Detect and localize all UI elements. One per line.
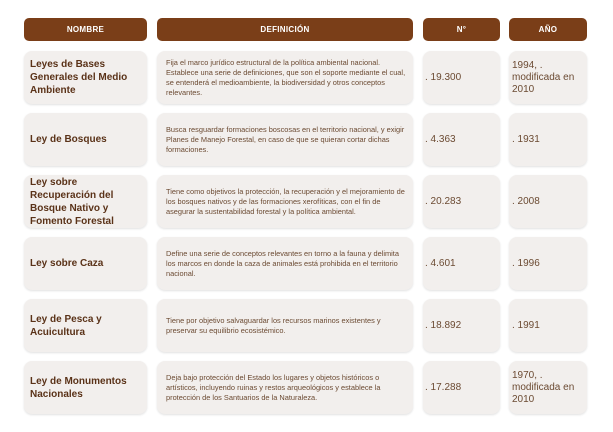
header-numero: N° (423, 18, 500, 41)
law-name: Ley sobre Recuperación del Bosque Nativo y Fomento Forestal (30, 176, 114, 227)
law-definition: Tiene como objetivos la protección, la recuperación y el mejoramiento de los bosques nativos y de las formaciones xerofíticas, con el fin de asegurar la sustentabilidad forestal y la política ambiental. (166, 186, 405, 216)
table-row-definition-cell (157, 237, 413, 290)
law-year: . 1991 (512, 319, 540, 331)
table-row-number-cell (423, 299, 500, 352)
law-name: Ley sobre Caza (30, 258, 104, 269)
table-row-name-cell (24, 237, 147, 290)
law-definition: Define una serie de conceptos relevantes en torno a la fauna y delimita los marcos en donde la caza de animales está prohibida en el territorio nacional. (166, 248, 399, 278)
law-number: . 18.892 (425, 319, 462, 331)
law-year: . 2008 (512, 195, 540, 207)
law-number: . 20.283 (425, 195, 462, 207)
table-row-year-cell (509, 299, 587, 352)
table-row-number-cell (423, 113, 500, 166)
table-row-definition-cell (157, 361, 413, 414)
law-year: . 1996 (512, 257, 540, 269)
law-definition: Fija el marco jurídico estructural de la política ambiental nacional. Establece una serie de definiciones, que son el soporte mediante el cual, se entenderá el medioambiente, la biodiversidad y otros conceptos relevantes. (166, 57, 406, 97)
table-row-definition-cell (157, 299, 413, 352)
law-definition: Busca resguardar formaciones boscosas en el territorio nacional, y exigir Planes de Manejo Forestal, en caso de que se quieran cortar dichas formaciones. (166, 124, 405, 154)
table-row-definition-cell (157, 175, 413, 228)
table-row-number-cell (423, 51, 500, 104)
law-definition: Tiene por objetivo salvaguardar los recursos marinos existentes y preservar su equilibrio ecosistémico. (166, 315, 381, 335)
law-definition: Deja bajo protección del Estado los lugares y objetos históricos o artísticos, incluyendo ruinas y restos arqueológicos y establece la protección de los Santuarios de la Naturaleza. (166, 372, 381, 402)
law-name: Leyes de Bases Generales del Medio Ambiente (30, 59, 128, 96)
law-name: Ley de Monumentos Nacionales (30, 375, 127, 400)
law-year: 1970, . modificada en 2010 (512, 369, 575, 405)
table-row-name-cell (24, 361, 147, 414)
law-name: Ley de Pesca y Acuicultura (30, 313, 102, 338)
table-row-number-cell (423, 237, 500, 290)
table-row-definition-cell (157, 51, 413, 104)
header-definicion: DEFINICIÓN (157, 18, 413, 41)
table-row-name-cell (24, 175, 147, 228)
table-row-year-cell (509, 113, 587, 166)
law-year: . 1931 (512, 133, 540, 145)
table-row-year-cell (509, 361, 587, 414)
table-row-name-cell (24, 299, 147, 352)
law-number: . 19.300 (425, 71, 462, 83)
table-row-definition-cell (157, 113, 413, 166)
table-row-number-cell (423, 361, 500, 414)
law-number: . 17.288 (425, 381, 462, 393)
table-row-year-cell (509, 51, 587, 104)
law-name: Ley de Bosques (30, 134, 107, 145)
table-row-year-cell (509, 237, 587, 290)
law-number: . 4.363 (425, 133, 456, 145)
law-year: 1994, . modificada en 2010 (512, 59, 575, 95)
table-row-name-cell (24, 113, 147, 166)
table-row-year-cell (509, 175, 587, 228)
table-row-number-cell (423, 175, 500, 228)
header-anio: AÑO (509, 18, 587, 41)
header-nombre: NOMBRE (24, 18, 147, 41)
law-number: . 4.601 (425, 257, 456, 269)
table-row-name-cell (24, 51, 147, 104)
